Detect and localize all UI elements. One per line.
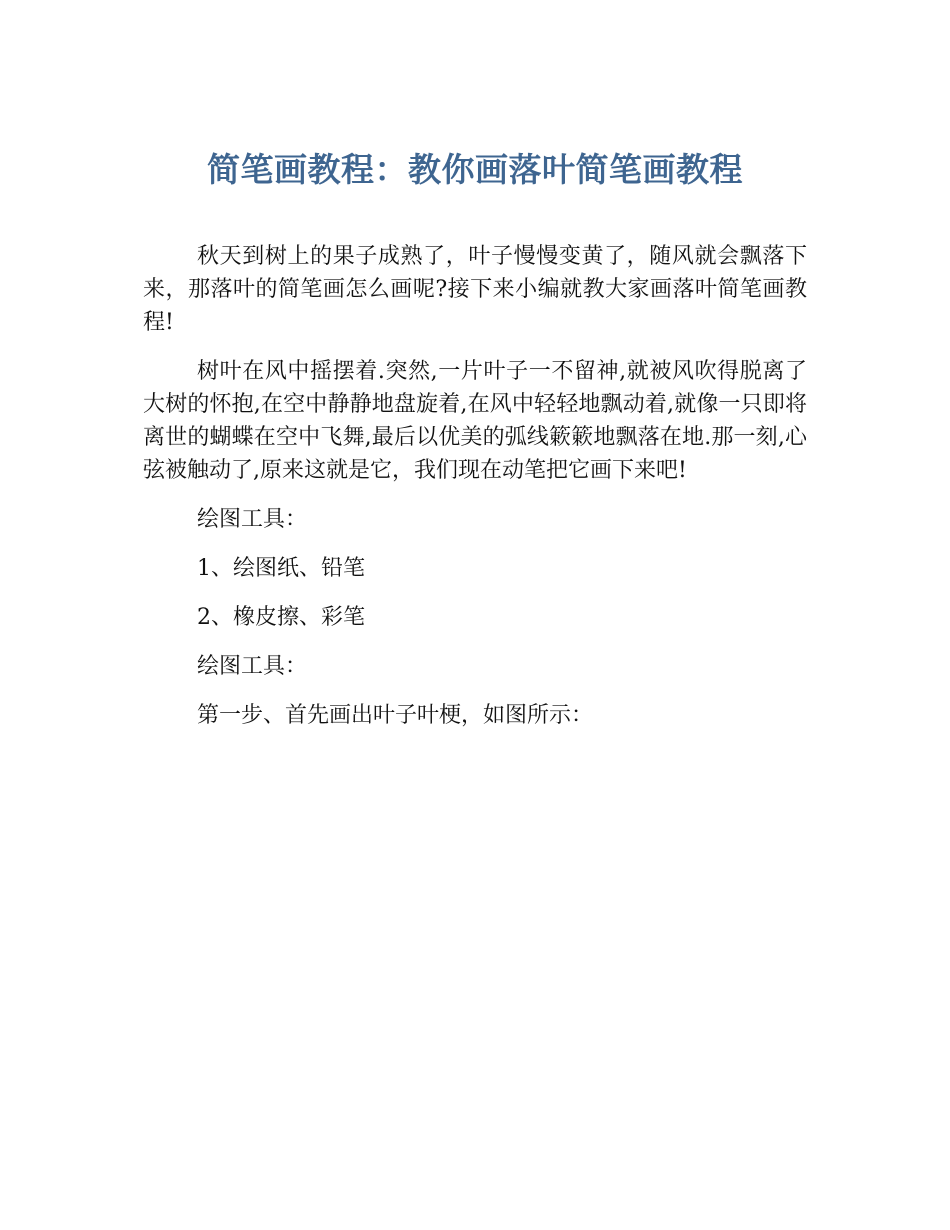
page-title: 简笔画教程：教你画落叶简笔画教程	[207, 150, 743, 189]
tools-heading-repeat: 绘图工具：	[197, 654, 308, 679]
tools-item-1: 1、绘图纸、铅笔	[197, 556, 365, 581]
description-paragraph: 树叶在风中摇摆着.突然,一片叶子一不留神,就被风吹得脱离了大树的怀抱,在空中静静地盘旋着,在风中轻轻地飘动着,就像一只即将离世的蝴蝶在空中飞舞,最后以优美的弧线簌簌地飘落在地.那一刻,心弦被触动了,原来这就是它，我们现在动笔把它画下来吧!	[143, 359, 807, 483]
tools-heading: 绘图工具：	[197, 507, 308, 532]
intro-paragraph: 秋天到树上的果子成熟了，叶子慢慢变黄了，随风就会飘落下来，那落叶的简笔画怎么画呢?接下来小编就教大家画落叶简笔画教程!	[143, 244, 807, 335]
tools-item-2: 2、橡皮擦、彩笔	[197, 605, 365, 630]
step-one-text: 第一步、首先画出叶子叶梗，如图所示：	[197, 703, 594, 728]
document-body	[143, 240, 807, 748]
